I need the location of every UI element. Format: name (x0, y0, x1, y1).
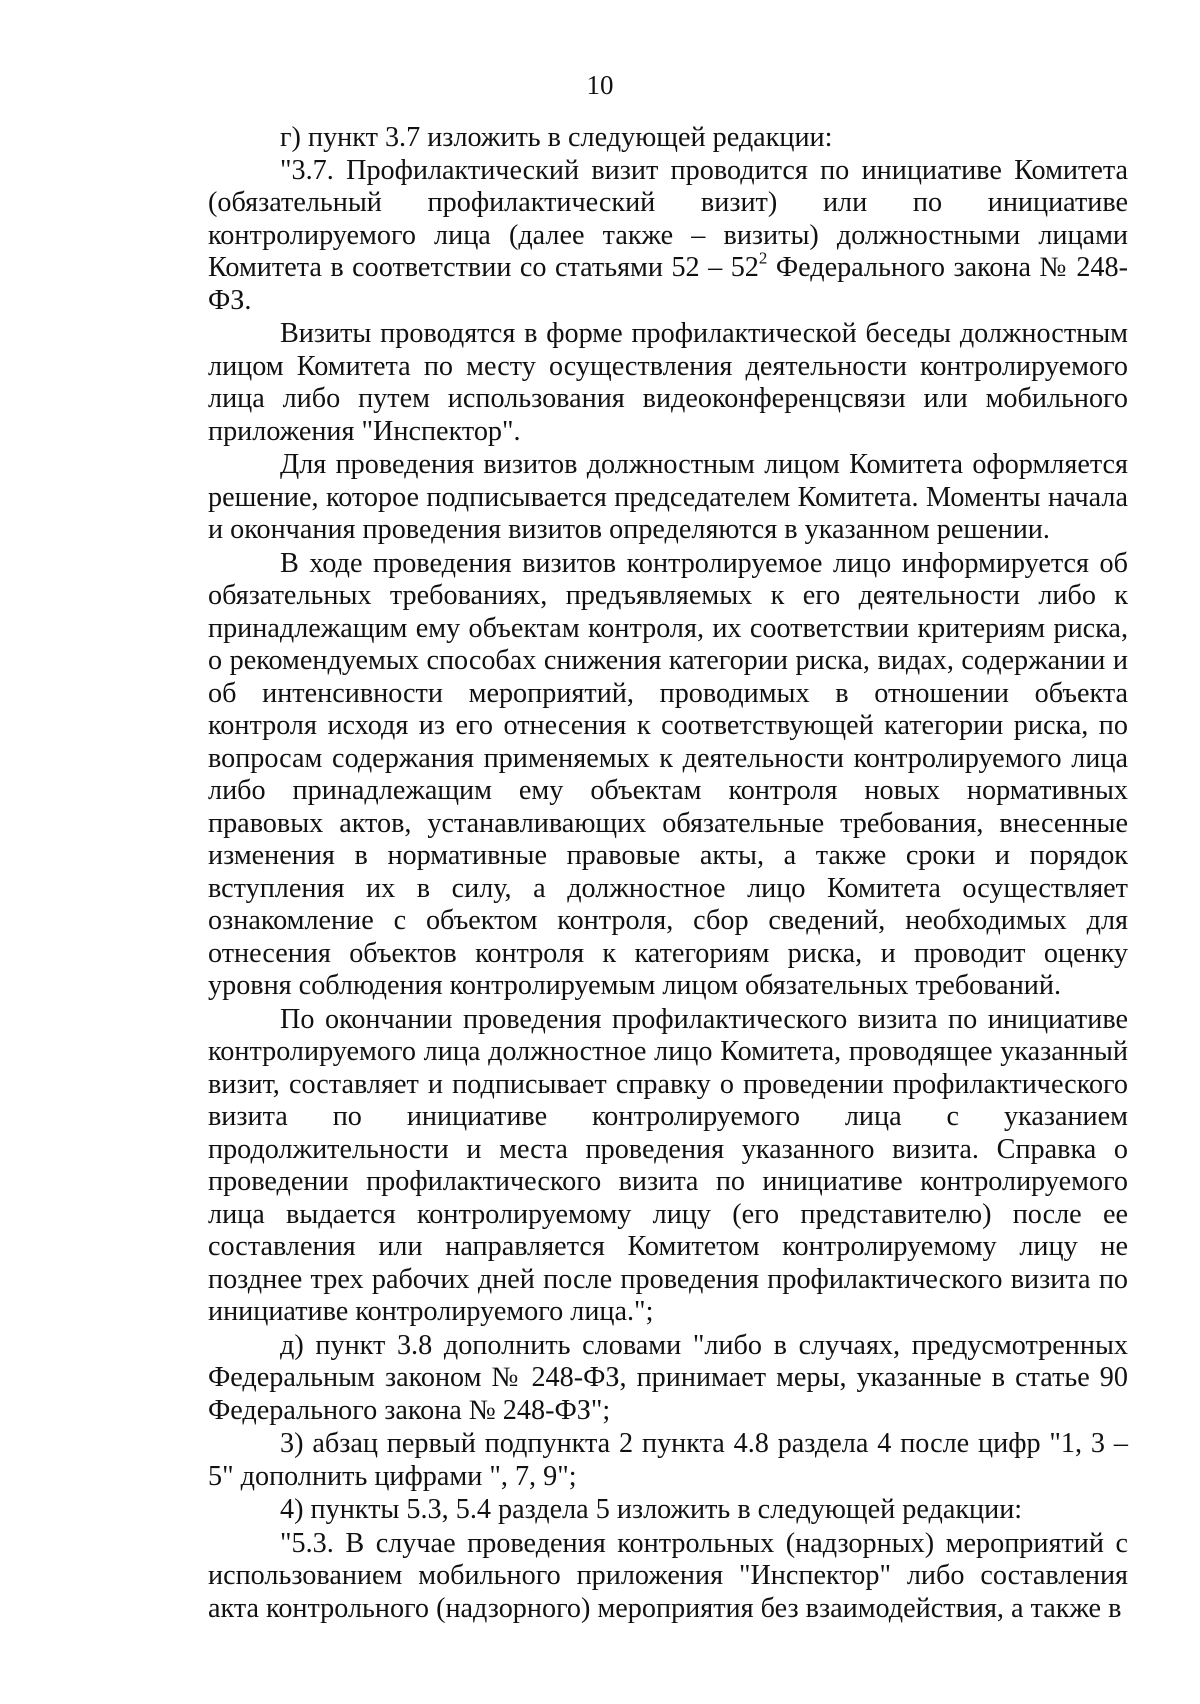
paragraph-visits-form: Визиты проводятся в форме профилактической беседы должностным лицом Комитета по месту осуществления деятельности контролируемого лица либо путем использования видеоконференцсвязи или мобильного приложения "Инспектор". (208, 318, 1128, 447)
paragraph-3-7-tail: Федерального закона № 248-ФЗ. (208, 252, 1129, 316)
paragraph-item-3: 3) абзац первый подпункта 2 пункта 4.8 раздела 4 после цифр "1, 3 – 5" дополнить цифрами ", 7, 9"; (208, 1428, 1128, 1492)
paragraph-visit-report: По окончании проведения профилактического визита по инициативе контролируемого лица должностное лицо Комитета, проводящее указанный визит, составляет и подписывает справку о проведении профилактического визита по инициативе контролируемого лица с указанием продолжительности и места проведения указанного визита. Справка о проведении профилактического визита по инициативе контролируемого лица выдается контролируемому лицу (его представителю) после ее составления или направляется Комитетом контролируемому лицу не позднее трех рабочих дней после проведения профилактического визита по инициативе контролируемого лица."; (208, 1003, 1128, 1327)
paragraph-3-7-text: "3.7. Профилактический визит проводится по инициативе Комитета (обязательный профилактический визит) или по инициативе контролируемого лица (далее также – визиты) должностными лицами Комитета в соответствии со статьями 52 – 52 (208, 154, 1128, 283)
page-number: 10 (586, 70, 614, 100)
document-body (208, 122, 1128, 1625)
paragraph-item-4: 4) пункты 5.3, 5.4 раздела 5 изложить в следующей редакции: (280, 1494, 1023, 1525)
paragraph-visits-decision: Для проведения визитов должностным лицом Комитета оформляется решение, которое подписывается председателем Комитета. Моменты начала и окончания проведения визитов определяются в указанном решении. (208, 449, 1128, 545)
paragraph-item-g: г) пункт 3.7 изложить в следующей редакции: (280, 122, 833, 153)
paragraph-visits-content: В ходе проведения визитов контролируемое лицо информируется об обязательных требованиях, предъявляемых к его деятельности либо к принадлежащим ему объектам контроля, их соответствии критериям риска, о рекомендуемых способах снижения категории риска, видах, содержании и об интенсивности мероприятий, проводимых в отношении объекта контроля исходя из его отнесения к соответствующей категории риска, по вопросам содержания применяемых к деятельности контролируемого лица либо принадлежащим ему объектам контроля новых нормативных правовых актов, устанавливающих обязательные требования, внесенные изменения в нормативные правовые акты, а также сроки и порядок вступления их в силу, а должностное лицо Комитета осуществляет ознакомление с объектом контроля, сбор сведений, необходимых для отнесения объектов контроля к категориям риска, и проводит оценку уровня соблюдения контролируемым лицом обязательных требований. (208, 547, 1128, 1001)
paragraph-item-d: д) пункт 3.8 дополнить словами "либо в случаях, предусмотренных Федеральным законом № 248-ФЗ, принимает меры, указанные в статье 90 Федерального закона № 248-ФЗ"; (208, 1329, 1128, 1426)
paragraph-5-3: "5.3. В случае проведения контрольных (надзорных) мероприятий с использованием мобильного приложения "Инспектор" либо составления акта контрольного (надзорного) мероприятия без взаимодействия, а также в (208, 1527, 1128, 1624)
superscript: 2 (758, 248, 768, 268)
paragraph-3-7 (208, 155, 1128, 318)
